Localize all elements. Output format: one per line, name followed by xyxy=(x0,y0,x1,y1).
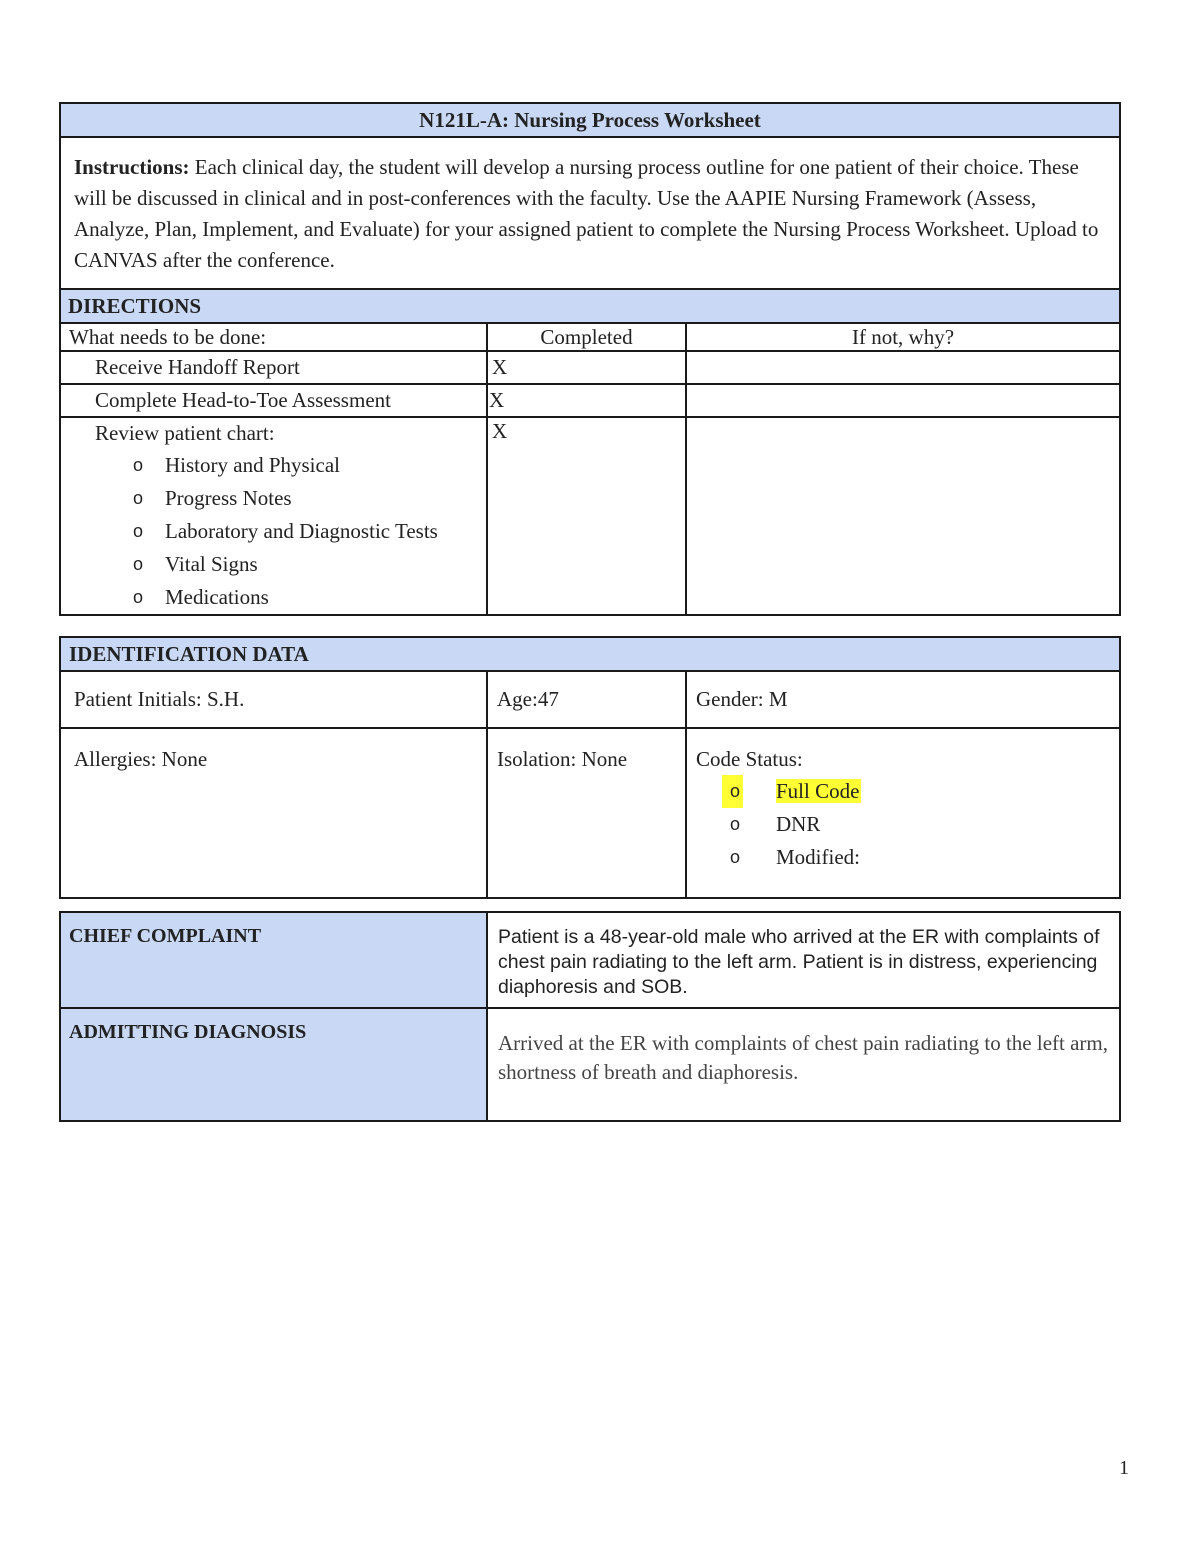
task-handoff: Receive Handoff Report xyxy=(60,351,487,384)
identification-heading: IDENTIFICATION DATA xyxy=(60,637,1120,671)
identification-table xyxy=(59,636,1121,899)
page-number: 1 xyxy=(1119,1457,1129,1479)
list-item: o Vital Signs xyxy=(61,548,486,581)
code-status-cell xyxy=(686,728,1120,898)
bullet-icon: o xyxy=(730,814,741,834)
admitting-diagnosis-text[interactable]: Arrived at the ER with complaints of chest pain radiating to the left arm, shortness of breath and diaphoresis. xyxy=(487,1008,1120,1121)
patient-allergies[interactable]: Allergies: None xyxy=(60,728,487,898)
admitting-diagnosis-label: ADMITTING DIAGNOSIS xyxy=(60,1008,487,1121)
reason-cell[interactable] xyxy=(686,384,1120,417)
worksheet-table xyxy=(59,102,1121,616)
bullet-icon: o xyxy=(133,554,144,574)
bullet-icon: o xyxy=(133,455,144,475)
bullet-icon: o xyxy=(133,488,144,508)
completed-mark[interactable]: X xyxy=(487,384,686,417)
instructions-cell xyxy=(60,137,1120,289)
completed-mark[interactable]: X xyxy=(487,417,686,615)
code-option-modified[interactable]: o Modified: xyxy=(696,841,1119,874)
chart-items-list xyxy=(61,449,486,614)
code-option-full-code[interactable]: o Full Code xyxy=(696,775,1119,808)
patient-gender[interactable]: Gender: M xyxy=(686,671,1120,728)
code-options-list xyxy=(696,775,1119,874)
chief-complaint-text[interactable]: Patient is a 48-year-old male who arrived at the ER with complaints of chest pain radiating to the left arm. Patient is in distress, experiencing diaphoresis and SOB. xyxy=(487,912,1120,1008)
directions-heading: DIRECTIONS xyxy=(60,289,1120,323)
column-header-reason: If not, why? xyxy=(686,323,1120,351)
table-row xyxy=(60,351,1120,384)
reason-cell[interactable] xyxy=(686,417,1120,615)
bullet-icon: o xyxy=(133,587,144,607)
reason-cell[interactable] xyxy=(686,351,1120,384)
code-status-label: Code Status: xyxy=(696,747,803,771)
list-item: o Medications xyxy=(61,581,486,614)
task-assessment: Complete Head-to-Toe Assessment xyxy=(60,384,487,417)
patient-isolation[interactable]: Isolation: None xyxy=(487,728,686,898)
task-review-chart xyxy=(60,417,487,615)
table-row xyxy=(60,384,1120,417)
instructions-text: Each clinical day, the student will develop a nursing process outline for one patient of their choice. These will be discussed in clinical and in post-conferences with the faculty. Use the AAPIE Nursing Framework (Assess, Analyze, Plan, Implement, and Evaluate) for your assigned patient to complete the Nursing Process Worksheet. Upload to CANVAS after the conference. xyxy=(74,155,1099,272)
instructions-label: Instructions: xyxy=(74,155,190,179)
bullet-icon: o xyxy=(730,847,741,867)
bullet-icon: o xyxy=(133,521,144,541)
patient-initials[interactable]: Patient Initials: S.H. xyxy=(60,671,487,728)
table-row xyxy=(60,417,1120,615)
complaint-table xyxy=(59,911,1121,1122)
completed-mark[interactable]: X xyxy=(487,351,686,384)
patient-age[interactable]: Age:47 xyxy=(487,671,686,728)
list-item: o Laboratory and Diagnostic Tests xyxy=(61,515,486,548)
bullet-icon: o xyxy=(722,775,743,808)
worksheet-title: N121L-A: Nursing Process Worksheet xyxy=(60,103,1120,137)
column-header-task: What needs to be done: xyxy=(60,323,487,351)
chief-complaint-label: CHIEF COMPLAINT xyxy=(60,912,487,1008)
column-header-completed: Completed xyxy=(487,323,686,351)
list-item: o History and Physical xyxy=(61,449,486,482)
code-option-dnr[interactable]: o DNR xyxy=(696,808,1119,841)
task-review-label: Review patient chart: xyxy=(95,421,275,445)
list-item: o Progress Notes xyxy=(61,482,486,515)
